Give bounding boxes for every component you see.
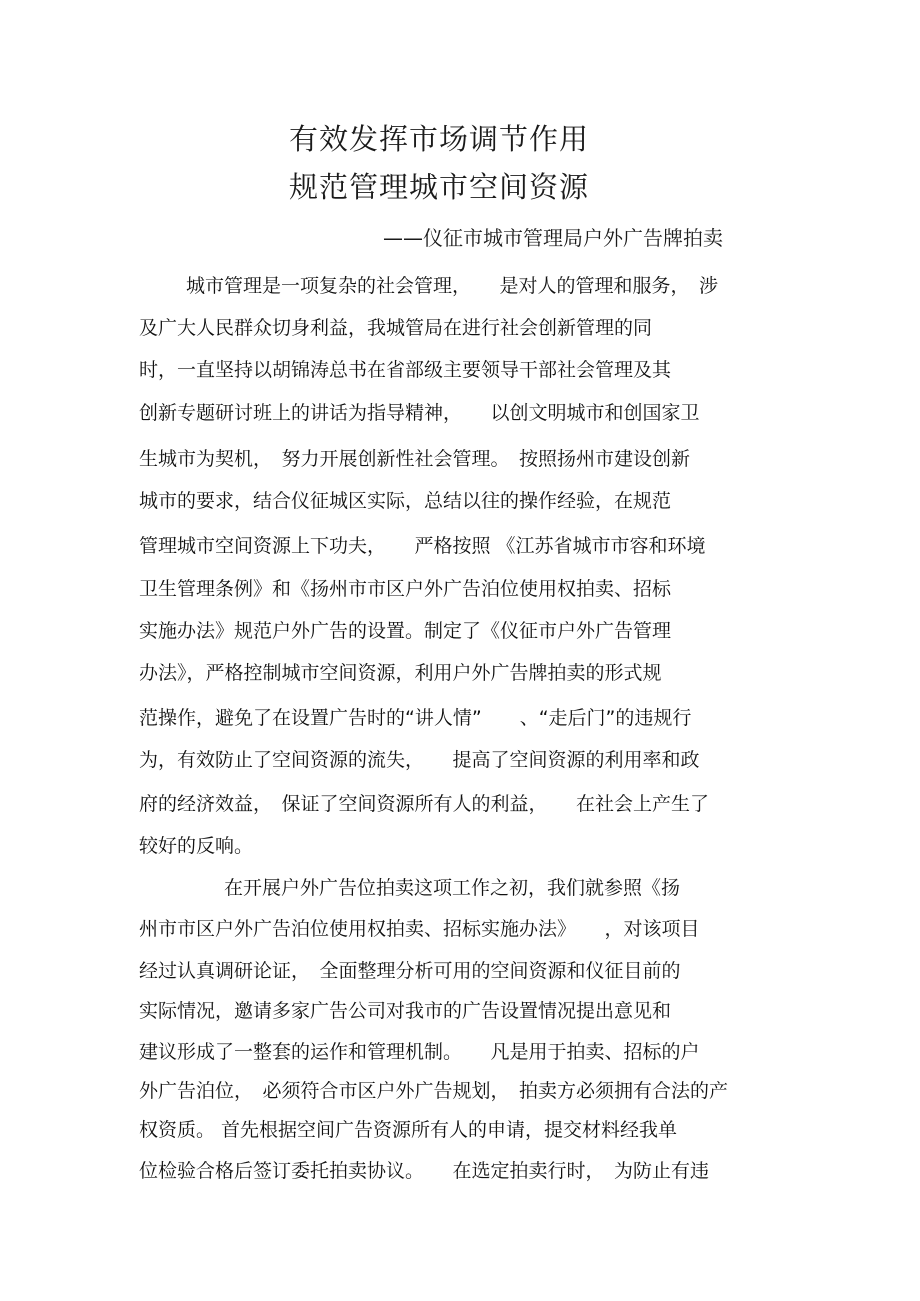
paragraph-line: 为，有效防止了空间资源的流失， 提高了空间资源的利用率和政 <box>139 749 700 771</box>
paragraph-line: 外广告泊位， 必须符合市区户外广告规划， 拍卖方必须拥有合法的产 <box>139 1080 729 1102</box>
paragraph-line: 实施办法》规范户外广告的设置。制定了《仪征市户外广告管理 <box>139 620 672 642</box>
paragraph-line: 管理城市空间资源上下功夫， 严格按照 《江苏省城市市容和环境 <box>139 535 706 557</box>
paragraph-line: 较好的反响。 <box>139 835 254 857</box>
paragraph-line: 州市市区户外广告泊位使用权拍卖、招标实施办法》 ，对该项目 <box>139 918 700 940</box>
paragraph-line: 权资质。 首先根据空间广告资源所有人的申请，提交材料经我单 <box>139 1119 678 1141</box>
paragraph-line: 位检验合格后签订委托拍卖协议。 在选定拍卖行时， 为防止有违 <box>139 1160 710 1182</box>
paragraph-line: 经过认真调研论证， 全面整理分析可用的空间资源和仪征目前的 <box>139 960 681 982</box>
paragraph-line: 实际情况，邀请多家广告公司对我市的广告设置情况提出意见和 <box>139 1000 672 1022</box>
document-title-line-2: 规范管理城市空间资源 <box>289 170 590 204</box>
paragraph-line: 生城市为契机， 努力开展创新性社会管理。 按照扬州市建设创新 <box>139 448 691 470</box>
paragraph-line: 建议形成了一整套的运作和管理机制。 凡是用于拍卖、招标的户 <box>139 1041 700 1063</box>
paragraph-line: 卫生管理条例》和《扬州市市区户外广告泊位使用权拍卖、招标 <box>139 578 672 600</box>
document-title-line-1: 有效发挥市场调节作用 <box>289 122 590 156</box>
paragraph-line: 时，一直坚持以胡锦涛总书在省部级主要领导干部社会管理及其 <box>139 359 672 381</box>
paragraph-line: 办法》，严格控制城市空间资源，利用户外广告牌拍卖的形式规 <box>139 662 662 684</box>
paragraph-line: 及广大人民群众切身利益，我城管局在进行社会创新管理的同 <box>139 317 653 339</box>
paragraph-line: 创新专题研讨班上的讲话为指导精神， 以创文明城市和创国家卫 <box>139 402 700 424</box>
paragraph-line: 范操作，避免了在设置广告时的“讲人情” 、“走后门”的违规行 <box>139 707 692 729</box>
document-subtitle: ——仪征市城市管理局户外广告牌拍卖 <box>383 226 723 250</box>
paragraph-line: 城市管理是一项复杂的社会管理， 是对人的管理和服务， 涉 <box>186 275 719 297</box>
paragraph-line: 城市的要求，结合仪征城区实际，总结以往的操作经验，在规范 <box>139 490 672 512</box>
paragraph-line: 在开展户外广告位拍卖这项工作之初，我们就参照《扬 <box>224 877 681 899</box>
paragraph-line: 府的经济效益， 保证了空间资源所有人的利益， 在社会上产生了 <box>139 793 710 815</box>
